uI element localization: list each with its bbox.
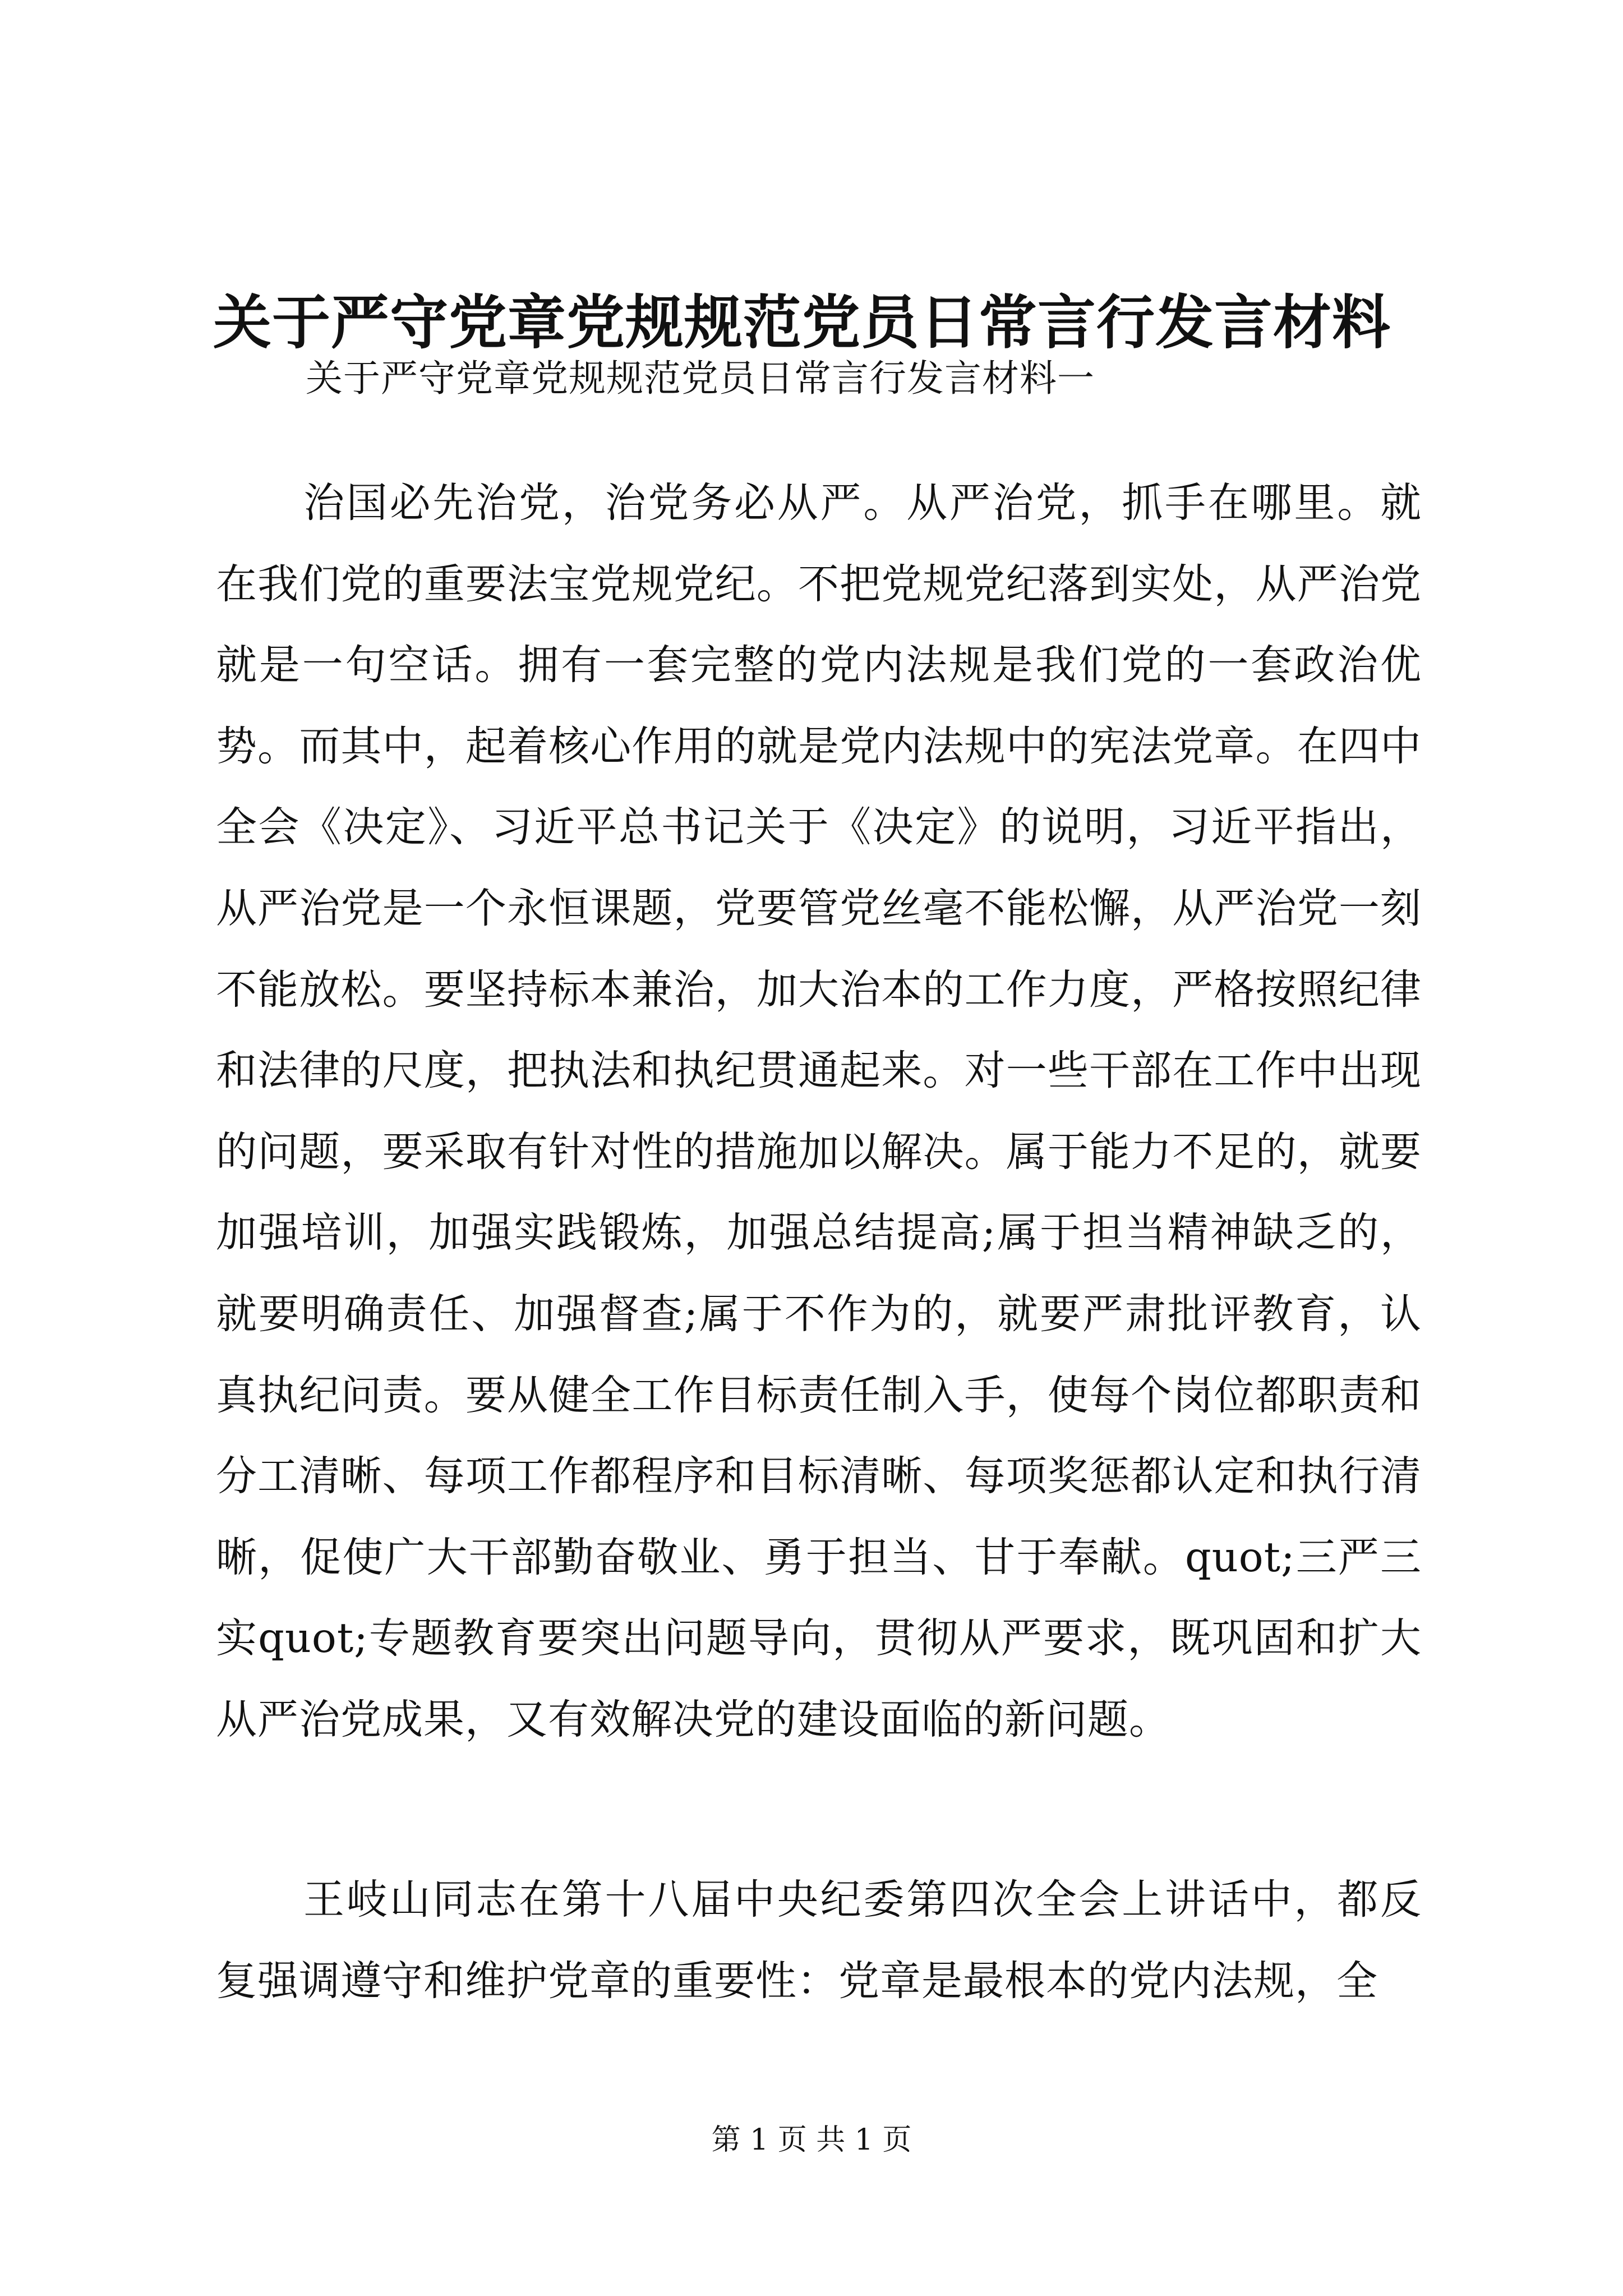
- body-paragraph: 王岐山同志在第十八届中央纪委第四次全会上讲话中，都反复强调遵守和维护党章的重要性：党章是最根本的党内法规，全: [216, 1876, 1422, 2005]
- document-title: 关于严守党章党规规范党员日常言行发言材料: [213, 288, 1391, 357]
- page-number-footer: 第 1 页 共 1 页: [711, 2123, 912, 2157]
- body-paragraph: 治国必先治党，治党务必从严。从严治党，抓手在哪里。就在我们党的重要法宝党规党纪。不把党规党纪落到实处，从严治党就是一句空话。拥有一套完整的党内法规是我们党的一套政治优势。而其中，起着核心作用的就是党内法规中的宪法党章。在四中全会《决定》、习近平总书记关于《决定》的说明，习近平指出，从严治党是一个永恒课题，党要管党丝毫不能松懈，从严治党一刻不能放松。要坚持标本兼治，加大治本的工作力度，严格按照纪律和法律的尺度，把执法和执纪贯通起来。对一些干部在工作中出现的问题，要采取有针对性的措施加以解决。属于能力不足的，就要加强培训，加强实践锻炼，加强总结提高;属于担当精神缺乏的，就要明确责任、加强督查;属于不作为的，就要严肃批评教育，认真执纪问责。要从健全工作目标责任制入手，使每个岗位都职责和分工清晰、每项工作都程序和目标清晰、每项奖惩都认定和执行清晰，促使广大干部勤奋敬业、勇于担当、甘于奉献。quot;三严三实quot;专题教育要突出问题导向，贯彻从严要求，既巩固和扩大从严治党成果，又有效解决党的建设面临的新问题。: [216, 479, 1422, 1743]
- document-subtitle: 关于严守党章党规规范党员日常言行发言材料一: [306, 357, 1095, 400]
